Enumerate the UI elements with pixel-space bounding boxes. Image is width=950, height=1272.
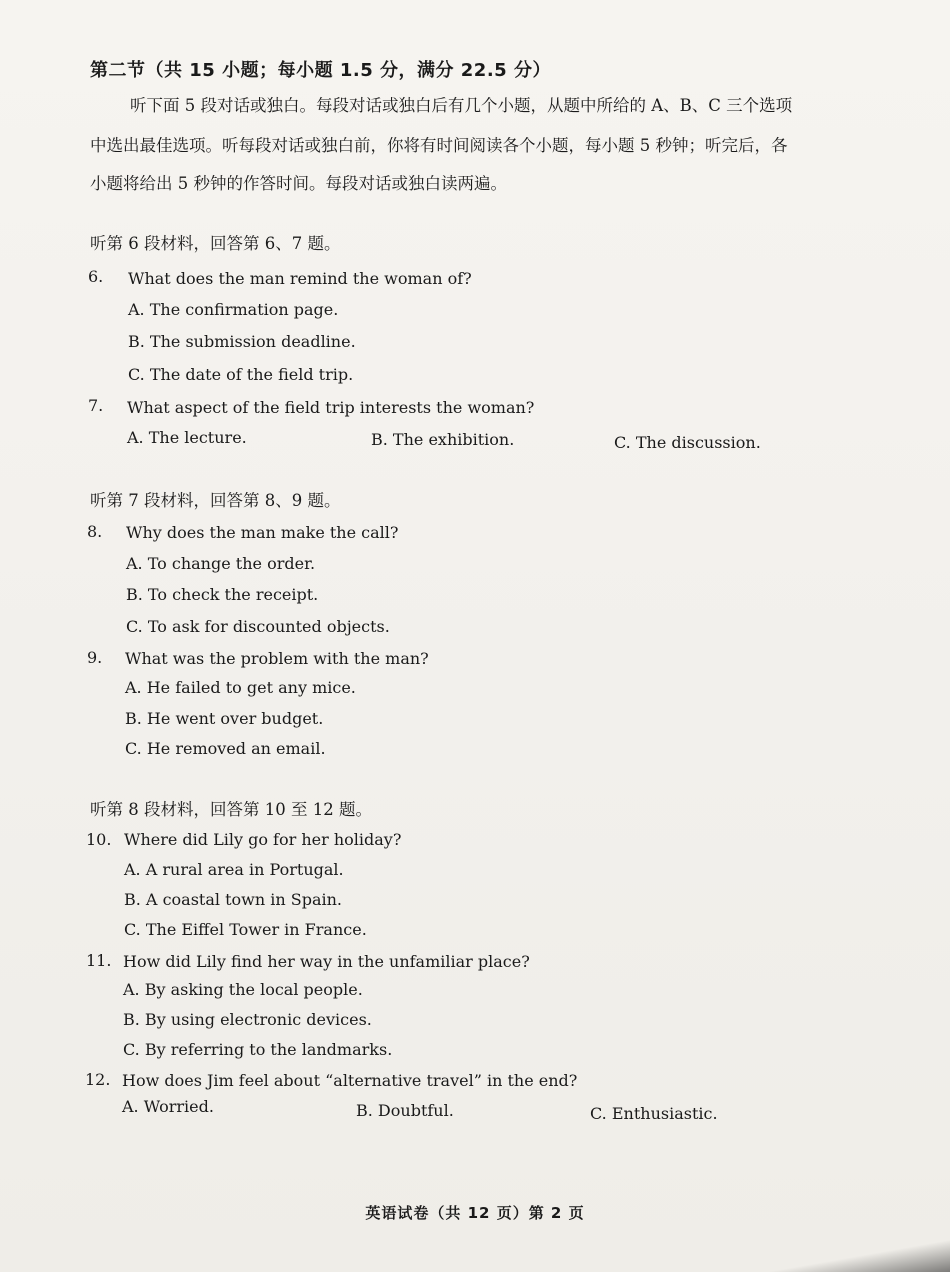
question-text: What was the problem with the man? [125, 649, 429, 668]
instructions-line-2: 中选出最佳选项。听每段对话或独白前，你将有时间阅读各个小题，每小题 5 秒钟；听完后，各 [90, 136, 788, 155]
option-c: C. The discussion. [614, 433, 761, 452]
question-number: 9. [87, 648, 103, 667]
page-corner-shadow [770, 1232, 950, 1272]
question-text: How does Jim feel about “alternative travel” in the end? [122, 1071, 578, 1090]
question-number: 6. [88, 267, 104, 286]
option-a: A. He failed to get any mice. [125, 678, 356, 697]
option-c: C. To ask for discounted objects. [126, 617, 390, 636]
option-a: A. The confirmation page. [128, 300, 339, 319]
question-text: Why does the man make the call? [126, 523, 399, 542]
option-a: A. A rural area in Portugal. [124, 860, 344, 879]
group-heading-passage-6: 听第 6 段材料，回答第 6、7 题。 [90, 234, 341, 253]
page-footer: 英语试卷（共 12 页）第 2 页 [365, 1204, 585, 1222]
option-b: B. He went over budget. [125, 709, 324, 728]
option-b: B. A coastal town in Spain. [124, 890, 342, 909]
option-b: B. The submission deadline. [128, 332, 356, 351]
option-b: B. By using electronic devices. [123, 1010, 372, 1029]
question-number: 8. [87, 522, 103, 541]
option-b: B. Doubtful. [356, 1101, 454, 1120]
question-number: 10. [86, 830, 112, 849]
question-number: 12. [85, 1070, 111, 1089]
option-c: C. Enthusiastic. [590, 1104, 718, 1123]
option-b: B. The exhibition. [371, 430, 515, 449]
option-c: C. He removed an email. [125, 739, 326, 758]
option-a: A. Worried. [122, 1097, 214, 1116]
question-number: 7. [88, 396, 104, 415]
question-text: What aspect of the field trip interests the woman? [127, 398, 535, 417]
section-title: 第二节（共 15 小题；每小题 1.5 分，满分 22.5 分） [90, 60, 551, 81]
instructions-line-3: 小题将给出 5 秒钟的作答时间。每段对话或独白读两遍。 [90, 174, 507, 193]
option-c: C. The date of the field trip. [128, 365, 354, 384]
group-heading-passage-8: 听第 8 段材料，回答第 10 至 12 题。 [90, 800, 372, 819]
option-a: A. The lecture. [127, 428, 247, 447]
option-a: A. By asking the local people. [123, 980, 363, 999]
question-text: Where did Lily go for her holiday? [124, 830, 402, 849]
question-text: What does the man remind the woman of? [128, 269, 472, 288]
question-text: How did Lily find her way in the unfamiliar place? [123, 952, 530, 971]
group-heading-passage-7: 听第 7 段材料，回答第 8、9 题。 [90, 491, 341, 510]
question-number: 11. [86, 951, 112, 970]
option-c: C. By referring to the landmarks. [123, 1040, 393, 1059]
option-c: C. The Eiffel Tower in France. [124, 920, 367, 939]
option-b: B. To check the receipt. [126, 585, 319, 604]
instructions-line-1: 听下面 5 段对话或独白。每段对话或独白后有几个小题，从题中所给的 A、B、C 三个选项 [130, 96, 793, 115]
option-a: A. To change the order. [126, 554, 316, 573]
